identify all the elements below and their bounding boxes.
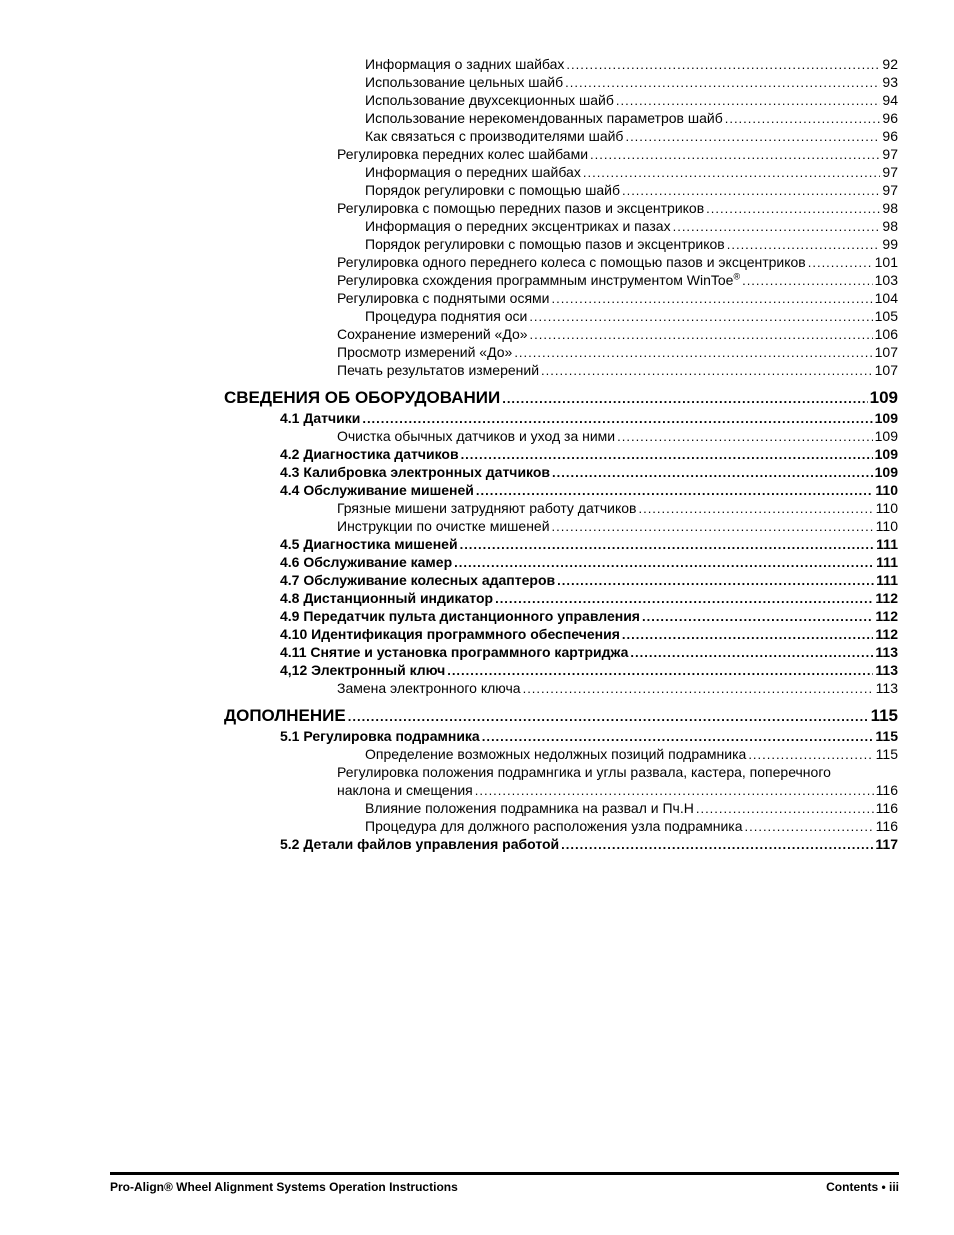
toc-page-number: 93 xyxy=(882,74,898,90)
toc-entry[interactable] xyxy=(365,817,898,835)
toc-page-number: 115 xyxy=(870,706,898,725)
toc-entry[interactable] xyxy=(337,145,898,163)
toc-page-number: 104 xyxy=(874,290,898,306)
toc-entry-title xyxy=(280,589,493,607)
toc-heading[interactable] xyxy=(280,643,898,661)
toc-dot-leader xyxy=(565,74,880,92)
toc-entry-title xyxy=(365,163,581,181)
toc-heading[interactable] xyxy=(280,553,898,571)
toc-page-number: 96 xyxy=(882,128,898,144)
page-footer xyxy=(110,1179,899,1195)
toc-entry-text: Регулировка схождения программным инструментом WinToe xyxy=(337,272,734,288)
toc-dot-leader xyxy=(348,706,869,728)
toc-page-number: 94 xyxy=(882,92,898,108)
toc-entry-title xyxy=(280,463,550,481)
toc-entry[interactable] xyxy=(337,199,898,217)
toc-entry-text: Замена электронного ключа xyxy=(337,680,521,696)
toc-entry-text: Информация о задних шайбах xyxy=(365,56,565,72)
toc-dot-leader xyxy=(447,662,873,680)
toc-dot-leader xyxy=(727,236,881,254)
toc-entry-title xyxy=(280,571,555,589)
toc-dot-leader xyxy=(725,110,881,128)
toc-dot-leader xyxy=(482,728,874,746)
toc-entry-text: Как связаться с производителями шайб xyxy=(365,128,624,144)
toc-heading[interactable] xyxy=(280,625,898,643)
toc-entry-text: 4.2 Диагностика датчиков xyxy=(280,446,459,462)
toc-entry-title xyxy=(280,727,480,745)
toc-entry[interactable] xyxy=(365,163,898,181)
toc-heading[interactable] xyxy=(280,727,898,745)
toc-page-number: 97 xyxy=(882,182,898,198)
toc-entry-title xyxy=(365,109,723,127)
toc-dot-leader xyxy=(541,362,873,380)
toc-entry-text: 4.6 Обслуживание камер xyxy=(280,554,453,570)
toc-dot-leader xyxy=(642,608,873,626)
toc-entry[interactable] xyxy=(337,517,898,535)
toc-heading[interactable] xyxy=(224,387,898,409)
toc-page-number: 92 xyxy=(882,56,898,72)
toc-entry-text: 5.2 Детали файлов управления работой xyxy=(280,836,560,852)
toc-entry-title xyxy=(280,835,559,853)
toc-page-number: 116 xyxy=(875,800,898,816)
toc-entry-title xyxy=(337,499,636,517)
toc-entry-text: 4.1 Датчики xyxy=(280,410,361,426)
toc-entry-text: 4.10 Идентификация программного обеспечения xyxy=(280,626,620,642)
toc-dot-leader xyxy=(460,536,875,554)
toc-entry-text: Порядок регулировки с помощью шайб xyxy=(365,182,620,198)
toc-entry-text: Регулировка с помощью передних пазов и эксцентриков xyxy=(337,200,705,216)
toc-page-number: 101 xyxy=(874,254,898,270)
toc-page-number: 110 xyxy=(875,518,898,534)
toc-entry-title xyxy=(337,145,588,163)
toc-entry-title xyxy=(365,181,620,199)
toc-entry-text: Очистка обычных датчиков и уход за ними xyxy=(337,428,616,444)
toc-page-number: 113 xyxy=(875,662,898,678)
toc-page-number: 116 xyxy=(875,818,898,834)
toc-page-number: 110 xyxy=(875,482,898,498)
toc-heading[interactable] xyxy=(280,835,898,853)
toc-page-number: 97 xyxy=(882,146,898,162)
toc-page-number: 98 xyxy=(882,200,898,216)
toc-heading[interactable] xyxy=(280,481,898,499)
toc-dot-leader xyxy=(630,644,873,662)
toc-entry-text: Инструкции по очистке мишеней xyxy=(337,518,550,534)
toc-page-number: 109 xyxy=(874,428,898,444)
toc-entry-text: 4.4 Обслуживание мишеней xyxy=(280,482,474,498)
toc-entry[interactable] xyxy=(365,307,898,325)
toc-dot-leader xyxy=(475,782,874,800)
toc-entry-title xyxy=(337,361,539,379)
toc-entry[interactable] xyxy=(337,781,898,799)
toc-entry-title xyxy=(337,343,512,361)
toc-dot-leader xyxy=(529,308,872,326)
toc-page-number: 111 xyxy=(876,572,898,588)
toc-dot-leader xyxy=(561,836,873,854)
toc-entry-title xyxy=(365,799,694,817)
toc-entry-title xyxy=(337,517,550,535)
toc-heading[interactable] xyxy=(280,589,898,607)
toc-entry-text: Регулировка передних колес шайбами xyxy=(337,146,589,162)
toc-entry-title xyxy=(365,55,564,73)
toc-heading[interactable] xyxy=(280,571,898,589)
toc-entry-title xyxy=(365,127,623,145)
toc-heading[interactable] xyxy=(280,607,898,625)
toc-entry-title xyxy=(337,199,704,217)
toc-dot-leader xyxy=(461,446,873,464)
toc-dot-leader xyxy=(514,344,872,362)
toc-entry-text: Информация о передних эксцентриках и пазах xyxy=(365,218,671,234)
toc-entry-text: 4.3 Калибровка электронных датчиков xyxy=(280,464,551,480)
toc-entry-title xyxy=(337,253,806,271)
toc-entry-text: 4.8 Дистанционный индикатор xyxy=(280,590,494,606)
toc-dot-leader xyxy=(551,290,872,308)
toc-entry-title xyxy=(337,289,549,307)
toc-entry-title xyxy=(365,307,527,325)
toc-page-number: 115 xyxy=(875,746,898,762)
toc-heading[interactable] xyxy=(280,409,898,427)
toc-dot-leader xyxy=(552,464,873,482)
toc-entry[interactable] xyxy=(365,73,898,91)
toc-entry-title xyxy=(365,217,671,235)
toc-entry[interactable] xyxy=(365,181,898,199)
toc-entry-title xyxy=(337,427,615,445)
toc-entry[interactable] xyxy=(365,55,898,73)
toc-entry-text: 4.5 Диагностика мишеней xyxy=(280,536,458,552)
toc-page-number: 113 xyxy=(875,680,898,696)
toc-entry-text: ДОПОЛНЕНИЕ xyxy=(224,706,346,725)
toc-entry[interactable] xyxy=(337,361,898,379)
toc-entry[interactable] xyxy=(365,91,898,109)
toc-entry[interactable] xyxy=(337,427,898,445)
toc-dot-leader xyxy=(502,388,867,410)
toc-dot-leader xyxy=(583,164,881,182)
toc-entry-text: Использование цельных шайб xyxy=(365,74,564,90)
toc-entry-title xyxy=(224,705,346,727)
toc-entry-text: Использование нерекомендованных параметров шайб xyxy=(365,110,723,126)
toc-entry[interactable] xyxy=(365,799,898,817)
toc-dot-leader xyxy=(638,500,873,518)
toc-dot-leader xyxy=(523,680,874,698)
toc-page-number: 111 xyxy=(876,536,898,552)
toc-entry-text: 4.11 Снятие и установка программного картриджа xyxy=(280,644,629,660)
toc-dot-leader xyxy=(622,626,874,644)
toc-page-number: 115 xyxy=(875,728,898,744)
toc-dot-leader xyxy=(808,254,873,272)
toc-entry-text: СВЕДЕНИЯ ОБ ОБОРУДОВАНИИ xyxy=(224,388,501,407)
toc-entry-text: Влияние положения подрамника на развал и Пч.Н xyxy=(365,800,694,816)
toc-dot-leader xyxy=(362,410,872,428)
toc-page-number: 107 xyxy=(874,362,898,378)
toc-entry-title xyxy=(365,73,563,91)
toc-dot-leader xyxy=(748,746,873,764)
toc-entry-text: 4.9 Передатчик пульта дистанционного управления xyxy=(280,608,640,624)
toc-entry-text: Печать результатов измерений xyxy=(337,362,540,378)
toc-entry[interactable] xyxy=(365,109,898,127)
toc-dot-leader xyxy=(552,518,874,536)
toc-entry-text: Определение возможных недолжных позиций подрамника xyxy=(365,746,747,762)
toc-dot-leader xyxy=(673,218,881,236)
toc-dot-leader xyxy=(454,554,874,572)
toc-page-number: 103 xyxy=(874,272,898,288)
toc-entry[interactable] xyxy=(365,127,898,145)
toc-entry-title xyxy=(280,625,620,643)
toc-entry[interactable] xyxy=(337,325,898,343)
toc-entry-text: наклона и смещения xyxy=(337,782,473,798)
toc-page-number: 96 xyxy=(882,110,898,126)
toc-entry-title xyxy=(337,679,521,697)
toc-entry-title xyxy=(337,781,473,799)
toc-page-number: 117 xyxy=(875,836,898,852)
toc-entry-title xyxy=(365,745,746,763)
toc-page-number: 98 xyxy=(882,218,898,234)
toc-entry-title xyxy=(280,409,360,427)
toc-dot-leader xyxy=(616,92,881,110)
toc-entry[interactable] xyxy=(337,499,898,517)
toc-page-number: 112 xyxy=(875,626,898,642)
toc-entry-title xyxy=(280,661,445,679)
toc-dot-leader xyxy=(566,56,880,74)
toc-page-number: 109 xyxy=(869,388,898,407)
toc-heading[interactable] xyxy=(280,661,898,679)
toc-entry[interactable] xyxy=(337,679,898,697)
toc-entry-text: Грязные мишени затрудняют работу датчиков xyxy=(337,500,637,516)
toc-dot-leader xyxy=(617,428,873,446)
registered-mark: ® xyxy=(733,271,741,282)
toc-entry-title xyxy=(365,91,614,109)
toc-entry[interactable] xyxy=(365,745,898,763)
toc-entry-title: Регулировка положения подрамнгика и углы развала, кастера, поперечного xyxy=(337,764,831,780)
toc-dot-leader xyxy=(745,818,874,836)
toc-dot-leader xyxy=(557,572,874,590)
toc-dot-leader xyxy=(495,590,873,608)
toc-entry-text: Информация о передних шайбах xyxy=(365,164,581,180)
toc-entry-text: Просмотр измерений «До» xyxy=(337,344,513,360)
toc-entry-text: Сохранение измерений «До» xyxy=(337,326,528,342)
toc-heading[interactable] xyxy=(280,445,898,463)
toc-entry-text: Регулировка одного переднего колеса с помощью пазов и эксцентриков xyxy=(337,254,806,270)
toc-entry-text: Порядок регулировки с помощью пазов и эксцентриков xyxy=(365,236,725,252)
toc-page-number: 110 xyxy=(875,500,898,516)
toc-entry-title xyxy=(280,553,452,571)
toc-entry-text: Процедура поднятия оси xyxy=(365,308,528,324)
toc-entry-title xyxy=(280,481,474,499)
toc-page-number: 116 xyxy=(875,782,898,798)
toc-entry-title xyxy=(337,271,740,289)
toc-dot-leader xyxy=(622,182,880,200)
toc-page-number: 105 xyxy=(874,308,898,324)
toc-entry-title xyxy=(280,607,640,625)
toc-page-number: 109 xyxy=(874,446,898,462)
toc-dot-leader xyxy=(742,272,873,290)
toc-dot-leader xyxy=(530,326,873,344)
toc-dot-leader xyxy=(590,146,880,164)
toc-entry[interactable] xyxy=(337,763,831,781)
toc-entry-title xyxy=(337,325,528,343)
toc-heading[interactable] xyxy=(280,535,898,553)
toc-page-number: 107 xyxy=(874,344,898,360)
toc-page-number: 112 xyxy=(875,608,898,624)
toc-entry[interactable] xyxy=(337,253,898,271)
toc-entry-text: 4,12 Электронный ключ xyxy=(280,662,446,678)
footer-rule xyxy=(110,1172,899,1175)
toc-page-number: 109 xyxy=(874,410,898,426)
toc-page-number: 112 xyxy=(875,590,898,606)
toc-entry[interactable] xyxy=(365,235,898,253)
toc-entry-title xyxy=(365,235,725,253)
footer-title: Pro-Align® Wheel Alignment Systems Operation Instructions xyxy=(110,1180,458,1194)
toc-page-number: 99 xyxy=(882,236,898,252)
toc-entry-text: Использование двухсекционных шайб xyxy=(365,92,614,108)
toc-entry[interactable] xyxy=(337,289,898,307)
toc-page-number: 97 xyxy=(882,164,898,180)
toc-entry-text: Регулировка с поднятыми осями xyxy=(337,290,550,306)
toc-dot-leader xyxy=(706,200,880,218)
footer-page-label: Contents • iii xyxy=(826,1180,899,1194)
toc-entry[interactable] xyxy=(365,217,898,235)
toc-entry-title xyxy=(365,817,743,835)
toc-entry[interactable] xyxy=(337,271,898,289)
toc-heading[interactable] xyxy=(224,705,898,727)
toc-entry-text: 5.1 Регулировка подрамника xyxy=(280,728,480,744)
toc-heading[interactable] xyxy=(280,463,898,481)
toc-entry-title xyxy=(280,535,458,553)
toc-dot-leader xyxy=(696,800,874,818)
toc-entry-text: 4.7 Обслуживание колесных адаптеров xyxy=(280,572,556,588)
toc-entry-title xyxy=(280,445,459,463)
toc-page-number: 111 xyxy=(876,554,898,570)
toc-dot-leader xyxy=(476,482,874,500)
toc-page-number: 106 xyxy=(874,326,898,342)
toc-page-number: 113 xyxy=(875,644,898,660)
toc-page-number: 109 xyxy=(874,464,898,480)
toc-entry-title xyxy=(224,387,500,409)
toc-entry[interactable] xyxy=(337,343,898,361)
toc-dot-leader xyxy=(625,128,880,146)
toc-entry-text: Процедура для должного расположения узла подрамника xyxy=(365,818,743,834)
toc-entry-title xyxy=(280,643,628,661)
